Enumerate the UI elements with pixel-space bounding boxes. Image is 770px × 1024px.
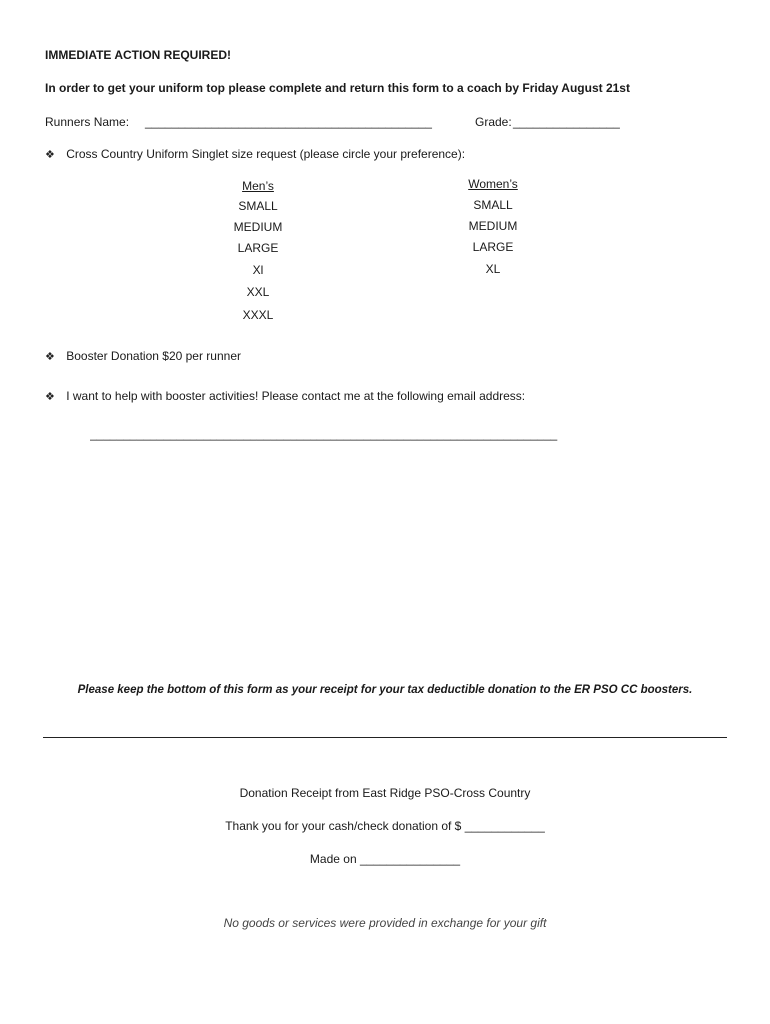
grade-field[interactable]: ________________ (513, 115, 620, 129)
mens-header: Men’s (242, 179, 274, 193)
disclaimer-text: No goods or services were provided in exchange for your gift (223, 916, 547, 930)
instruction-text: In order to get your uniform top please complete and return this form to a coach by Friday August 21st (45, 81, 630, 95)
donation-item (45, 349, 241, 363)
runner-name-field[interactable]: ___________________________________________ (145, 115, 432, 129)
diamond-bullet-icon: ❖ (45, 149, 55, 161)
mens-size-option[interactable]: LARGE (237, 241, 279, 255)
help-item (45, 389, 525, 403)
mens-size-column (208, 176, 308, 326)
womens-size-option[interactable]: MEDIUM (468, 219, 518, 233)
mens-size-option[interactable]: XXL (246, 285, 270, 299)
donation-text: Booster Donation $20 per runner (66, 349, 241, 363)
receipt-note: Please keep the bottom of this form as your receipt for your tax deductible donation to the ER PSO CC boosters. (77, 684, 693, 696)
grade-label: Grade: (475, 115, 512, 129)
mens-size-option[interactable]: MEDIUM (233, 220, 283, 234)
email-field[interactable]: ______________________________________________________________________ (90, 427, 558, 441)
womens-size-option[interactable]: LARGE (472, 240, 514, 254)
cut-line (43, 737, 727, 738)
mens-size-option[interactable]: XXXL (242, 308, 274, 322)
diamond-bullet-icon: ❖ (45, 351, 55, 363)
mens-size-option[interactable]: Xl (252, 263, 264, 277)
made-on-line[interactable]: Made on _______________ (309, 852, 461, 866)
mens-size-option[interactable]: SMALL (238, 199, 278, 213)
help-text: I want to help with booster activities! Please contact me at the following email address: (66, 389, 526, 403)
page-title: IMMEDIATE ACTION REQUIRED! (45, 48, 231, 62)
womens-size-option[interactable]: SMALL (473, 198, 513, 212)
size-request-text: Cross Country Uniform Singlet size request (please circle your preference): (66, 147, 466, 161)
receipt-title: Donation Receipt from East Ridge PSO-Cross Country (239, 786, 531, 800)
size-request-item (45, 147, 465, 161)
diamond-bullet-icon: ❖ (45, 391, 55, 403)
runner-name-label: Runners Name: (45, 115, 130, 129)
womens-header: Women’s (468, 177, 518, 191)
womens-size-column (443, 174, 543, 280)
womens-size-option[interactable]: XL (485, 262, 501, 276)
donation-amount-line[interactable]: Thank you for your cash/check donation of $ ____________ (225, 819, 545, 833)
